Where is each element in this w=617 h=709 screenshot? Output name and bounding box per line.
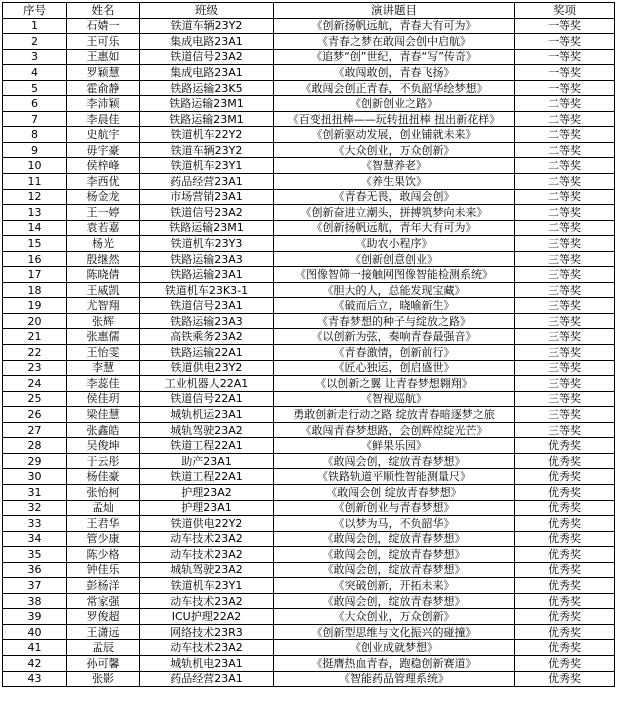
cell-speech-title: 《以创新为弦，奏响青春最强音》 xyxy=(274,329,515,345)
cell-speech-title: 《智视巡航》 xyxy=(274,391,515,407)
cell-award: 二等奖 xyxy=(515,220,615,236)
cell-class: 动车技术23A2 xyxy=(140,531,274,547)
cell-speech-title: 《鲜果乐园》 xyxy=(274,438,515,454)
cell-class: 铁路运输23A3 xyxy=(140,313,274,329)
cell-speech-title: 《敢闯会创，绽放青春梦想》 xyxy=(274,531,515,547)
table-row xyxy=(3,360,615,376)
cell-index: 29 xyxy=(3,453,67,469)
cell-speech-title: 《追梦“创”世纪，青春“写”传奇》 xyxy=(274,49,515,65)
cell-class: ICU护理22A2 xyxy=(140,609,274,625)
cell-index: 33 xyxy=(3,516,67,532)
cell-class: 铁道工程22A1 xyxy=(140,438,274,454)
cell-index: 40 xyxy=(3,624,67,640)
cell-name: 常家强 xyxy=(67,593,140,609)
cell-class: 护理23A2 xyxy=(140,484,274,500)
cell-name: 吴俊坤 xyxy=(67,438,140,454)
cell-award: 三等奖 xyxy=(515,391,615,407)
cell-award: 三等奖 xyxy=(515,345,615,361)
table-row xyxy=(3,49,615,65)
table-row xyxy=(3,96,615,112)
cell-name: 张辉 xyxy=(67,313,140,329)
cell-speech-title: 《以创新之翼 让青春梦想翱翔》 xyxy=(274,376,515,392)
cell-name: 霍俞静 xyxy=(67,80,140,96)
cell-speech-title: 《创新创意创业》 xyxy=(274,251,515,267)
cell-index: 36 xyxy=(3,562,67,578)
cell-class: 药品经营23A1 xyxy=(140,174,274,190)
table-row xyxy=(3,391,615,407)
cell-index: 27 xyxy=(3,422,67,438)
cell-speech-title: 《敢闯会创 绽放青春梦想》 xyxy=(274,484,515,500)
cell-speech-title: 《青春激情，创新前行》 xyxy=(274,345,515,361)
cell-name: 侯佳玥 xyxy=(67,391,140,407)
cell-award: 三等奖 xyxy=(515,298,615,314)
cell-class: 助产23A1 xyxy=(140,453,274,469)
cell-index: 12 xyxy=(3,189,67,205)
cell-name: 殷继然 xyxy=(67,251,140,267)
cell-award: 二等奖 xyxy=(515,205,615,221)
table-row xyxy=(3,655,615,671)
cell-index: 20 xyxy=(3,313,67,329)
cell-speech-title: 《挺膺热血青春，跑稳创新赛道》 xyxy=(274,655,515,671)
cell-award: 二等奖 xyxy=(515,127,615,143)
cell-award: 优秀奖 xyxy=(515,484,615,500)
cell-name: 孟辰 xyxy=(67,640,140,656)
cell-class: 铁道工程22A1 xyxy=(140,469,274,485)
header-award: 奖项 xyxy=(515,3,615,19)
table-row xyxy=(3,562,615,578)
cell-index: 7 xyxy=(3,111,67,127)
cell-class: 动车技术23A2 xyxy=(140,547,274,563)
cell-index: 28 xyxy=(3,438,67,454)
cell-name: 梁佳慧 xyxy=(67,407,140,423)
cell-speech-title: 《以梦为马，不负韶华》 xyxy=(274,516,515,532)
cell-index: 43 xyxy=(3,671,67,687)
cell-name: 管少康 xyxy=(67,531,140,547)
cell-class: 铁道车辆23Y2 xyxy=(140,142,274,158)
cell-speech-title: 《破而后立，晓喻新生》 xyxy=(274,298,515,314)
cell-index: 13 xyxy=(3,205,67,221)
cell-award: 三等奖 xyxy=(515,376,615,392)
cell-name: 李晨佳 xyxy=(67,111,140,127)
cell-class: 网络技术23R3 xyxy=(140,624,274,640)
header-class: 班级 xyxy=(140,3,274,19)
cell-award: 优秀奖 xyxy=(515,453,615,469)
cell-name: 于云彤 xyxy=(67,453,140,469)
cell-speech-title: 《创新驱动发展，创业铺就未来》 xyxy=(274,127,515,143)
cell-class: 铁道机车23Y1 xyxy=(140,158,274,174)
cell-award: 三等奖 xyxy=(515,251,615,267)
cell-award: 三等奖 xyxy=(515,313,615,329)
cell-class: 工业机器人22A1 xyxy=(140,376,274,392)
cell-index: 26 xyxy=(3,407,67,423)
cell-award: 优秀奖 xyxy=(515,593,615,609)
cell-class: 城轨机运23A1 xyxy=(140,407,274,423)
cell-class: 城轨驾驶23A2 xyxy=(140,422,274,438)
cell-award: 一等奖 xyxy=(515,49,615,65)
table-row xyxy=(3,127,615,143)
cell-index: 32 xyxy=(3,500,67,516)
cell-award: 一等奖 xyxy=(515,65,615,81)
cell-award: 二等奖 xyxy=(515,189,615,205)
cell-award: 优秀奖 xyxy=(515,547,615,563)
table-row xyxy=(3,34,615,50)
table-row xyxy=(3,624,615,640)
cell-speech-title: 勇敢创新走行动之路 绽放青春暗逐梦之旅 xyxy=(274,407,515,423)
cell-class: 动车技术23A2 xyxy=(140,640,274,656)
table-row xyxy=(3,267,615,283)
table-row xyxy=(3,376,615,392)
cell-index: 1 xyxy=(3,18,67,34)
header-name: 姓名 xyxy=(67,3,140,19)
cell-speech-title: 《敢闯会创，绽放青春梦想》 xyxy=(274,562,515,578)
cell-class: 铁路运输23A3 xyxy=(140,251,274,267)
table-row xyxy=(3,80,615,96)
cell-name: 罗颖慧 xyxy=(67,65,140,81)
cell-class: 铁道供电23Y2 xyxy=(140,360,274,376)
cell-index: 34 xyxy=(3,531,67,547)
table-row xyxy=(3,531,615,547)
cell-index: 42 xyxy=(3,655,67,671)
cell-index: 37 xyxy=(3,578,67,594)
cell-speech-title: 《智慧养老》 xyxy=(274,158,515,174)
cell-class: 铁道机车23Y3 xyxy=(140,236,274,252)
table-row xyxy=(3,469,615,485)
table-row xyxy=(3,158,615,174)
cell-index: 30 xyxy=(3,469,67,485)
cell-index: 39 xyxy=(3,609,67,625)
cell-index: 17 xyxy=(3,267,67,283)
cell-speech-title: 《铁路轨道平顺性智能测量尺》 xyxy=(274,469,515,485)
cell-class: 铁道机车22Y2 xyxy=(140,127,274,143)
cell-index: 3 xyxy=(3,49,67,65)
awards-table xyxy=(2,2,615,687)
cell-award: 优秀奖 xyxy=(515,500,615,516)
cell-award: 一等奖 xyxy=(515,80,615,96)
cell-index: 9 xyxy=(3,142,67,158)
table-body xyxy=(3,18,615,687)
cell-name: 罗俊超 xyxy=(67,609,140,625)
table-row xyxy=(3,422,615,438)
cell-award: 三等奖 xyxy=(515,360,615,376)
cell-name: 钟佳乐 xyxy=(67,562,140,578)
cell-name: 王威凯 xyxy=(67,282,140,298)
cell-class: 高铁乘务23A2 xyxy=(140,329,274,345)
cell-award: 优秀奖 xyxy=(515,671,615,687)
cell-name: 李蕊佳 xyxy=(67,376,140,392)
table-row xyxy=(3,593,615,609)
cell-name: 张鑫皓 xyxy=(67,422,140,438)
table-row xyxy=(3,484,615,500)
table-row xyxy=(3,174,615,190)
cell-speech-title: 《敢闯会创，绽放青春梦想》 xyxy=(274,453,515,469)
cell-index: 22 xyxy=(3,345,67,361)
cell-award: 三等奖 xyxy=(515,267,615,283)
cell-name: 王可乐 xyxy=(67,34,140,50)
cell-speech-title: 《大众创业，万众创新》 xyxy=(274,609,515,625)
cell-name: 孙可馨 xyxy=(67,655,140,671)
cell-index: 6 xyxy=(3,96,67,112)
table-row xyxy=(3,220,615,236)
cell-index: 14 xyxy=(3,220,67,236)
cell-speech-title: 《胆大的人，总能发现宝藏》 xyxy=(274,282,515,298)
cell-class: 铁路运输22A1 xyxy=(140,345,274,361)
cell-name: 王君华 xyxy=(67,516,140,532)
cell-speech-title: 《敢闯敢创，青春飞扬》 xyxy=(274,65,515,81)
cell-speech-title: 《大众创业，万众创新》 xyxy=(274,142,515,158)
cell-name: 张惠儒 xyxy=(67,329,140,345)
cell-class: 铁路运输23M1 xyxy=(140,96,274,112)
cell-class: 铁道信号23A1 xyxy=(140,298,274,314)
cell-name: 陈晓倩 xyxy=(67,267,140,283)
cell-award: 优秀奖 xyxy=(515,640,615,656)
header-speech-title: 演讲题目 xyxy=(274,3,515,19)
cell-index: 16 xyxy=(3,251,67,267)
cell-award: 优秀奖 xyxy=(515,655,615,671)
cell-name: 李沛颖 xyxy=(67,96,140,112)
cell-index: 31 xyxy=(3,484,67,500)
cell-award: 二等奖 xyxy=(515,96,615,112)
cell-name: 彭杨洋 xyxy=(67,578,140,594)
table-row xyxy=(3,313,615,329)
cell-class: 铁道信号23A2 xyxy=(140,205,274,221)
table-row xyxy=(3,407,615,423)
cell-speech-title: 《创新型思维与文化振兴的碰撞》 xyxy=(274,624,515,640)
cell-award: 优秀奖 xyxy=(515,438,615,454)
cell-award: 优秀奖 xyxy=(515,609,615,625)
cell-index: 19 xyxy=(3,298,67,314)
cell-name: 王潇远 xyxy=(67,624,140,640)
cell-class: 铁路运输23M1 xyxy=(140,111,274,127)
cell-name: 张影 xyxy=(67,671,140,687)
cell-class: 动车技术23A2 xyxy=(140,593,274,609)
cell-award: 二等奖 xyxy=(515,174,615,190)
cell-name: 袁若嘉 xyxy=(67,220,140,236)
cell-class: 铁路运输23A1 xyxy=(140,267,274,283)
table-row xyxy=(3,298,615,314)
cell-index: 24 xyxy=(3,376,67,392)
cell-name: 王怡雯 xyxy=(67,345,140,361)
cell-award: 二等奖 xyxy=(515,111,615,127)
cell-name: 石婧一 xyxy=(67,18,140,34)
cell-class: 城轨驾驶23A2 xyxy=(140,562,274,578)
table-row xyxy=(3,671,615,687)
table-row xyxy=(3,189,615,205)
cell-name: 尤智翔 xyxy=(67,298,140,314)
cell-award: 三等奖 xyxy=(515,236,615,252)
cell-index: 25 xyxy=(3,391,67,407)
cell-index: 8 xyxy=(3,127,67,143)
table-row xyxy=(3,453,615,469)
cell-name: 陈少格 xyxy=(67,547,140,563)
cell-award: 三等奖 xyxy=(515,422,615,438)
cell-speech-title: 《百变扭扭棒——玩转扭扭棒 扭出新花样》 xyxy=(274,111,515,127)
table-row xyxy=(3,609,615,625)
cell-speech-title: 《创新扬帆远航，青春大有可为》 xyxy=(274,18,515,34)
header-index: 序号 xyxy=(3,3,67,19)
cell-award: 二等奖 xyxy=(515,142,615,158)
table-row xyxy=(3,329,615,345)
table-row xyxy=(3,547,615,563)
cell-speech-title: 《匠心独运，创启盛世》 xyxy=(274,360,515,376)
cell-name: 李西优 xyxy=(67,174,140,190)
cell-name: 毋宇豪 xyxy=(67,142,140,158)
cell-index: 38 xyxy=(3,593,67,609)
cell-index: 15 xyxy=(3,236,67,252)
table-row xyxy=(3,205,615,221)
table-row xyxy=(3,111,615,127)
cell-speech-title: 《敢闯青春梦想路，会创辉煌绽光芒》 xyxy=(274,422,515,438)
cell-speech-title: 《创新创业之路》 xyxy=(274,96,515,112)
cell-speech-title: 《敢闯会创正青春，不负韶华绘梦想》 xyxy=(274,80,515,96)
cell-speech-title: 《养生果饮》 xyxy=(274,174,515,190)
cell-class: 铁路运输23K5 xyxy=(140,80,274,96)
cell-speech-title: 《助农小程序》 xyxy=(274,236,515,252)
cell-speech-title: 《青春之梦在敢闯会创中启航》 xyxy=(274,34,515,50)
cell-name: 杨金龙 xyxy=(67,189,140,205)
cell-award: 优秀奖 xyxy=(515,562,615,578)
cell-award: 三等奖 xyxy=(515,329,615,345)
cell-name: 杨佳豪 xyxy=(67,469,140,485)
cell-index: 5 xyxy=(3,80,67,96)
cell-award: 三等奖 xyxy=(515,407,615,423)
cell-class: 铁道信号23A2 xyxy=(140,49,274,65)
cell-award: 优秀奖 xyxy=(515,578,615,594)
cell-index: 2 xyxy=(3,34,67,50)
cell-award: 优秀奖 xyxy=(515,469,615,485)
table-row xyxy=(3,640,615,656)
cell-award: 一等奖 xyxy=(515,18,615,34)
cell-name: 张怡柯 xyxy=(67,484,140,500)
cell-index: 21 xyxy=(3,329,67,345)
table-row xyxy=(3,578,615,594)
cell-award: 三等奖 xyxy=(515,282,615,298)
table-row xyxy=(3,251,615,267)
cell-speech-title: 《智能药品管理系统》 xyxy=(274,671,515,687)
cell-index: 35 xyxy=(3,547,67,563)
cell-class: 护理23A1 xyxy=(140,500,274,516)
table-row xyxy=(3,65,615,81)
cell-speech-title: 《突破创新，开拓未来》 xyxy=(274,578,515,594)
cell-index: 41 xyxy=(3,640,67,656)
cell-class: 铁道机车23K3-1 xyxy=(140,282,274,298)
cell-speech-title: 《敢闯会创，绽放青春梦想》 xyxy=(274,593,515,609)
cell-class: 市场营销23A1 xyxy=(140,189,274,205)
cell-name: 史航宇 xyxy=(67,127,140,143)
cell-award: 优秀奖 xyxy=(515,516,615,532)
cell-class: 铁道供电22Y2 xyxy=(140,516,274,532)
cell-name: 侯梓峰 xyxy=(67,158,140,174)
cell-speech-title: 《图像智筛一接触网图像智能检测系统》 xyxy=(274,267,515,283)
table-row xyxy=(3,18,615,34)
cell-speech-title: 《青春梦想的种子与绽放之路》 xyxy=(274,313,515,329)
cell-speech-title: 《创新奋进立潮头，拼搏筑梦向未来》 xyxy=(274,205,515,221)
cell-class: 铁道机车23Y1 xyxy=(140,578,274,594)
cell-name: 孟灿 xyxy=(67,500,140,516)
header-row xyxy=(3,3,615,19)
table-row xyxy=(3,236,615,252)
cell-index: 4 xyxy=(3,65,67,81)
cell-class: 铁路运输23M1 xyxy=(140,220,274,236)
cell-award: 一等奖 xyxy=(515,34,615,50)
cell-index: 18 xyxy=(3,282,67,298)
cell-index: 11 xyxy=(3,174,67,190)
table-row xyxy=(3,500,615,516)
cell-name: 王惠如 xyxy=(67,49,140,65)
cell-index: 23 xyxy=(3,360,67,376)
cell-award: 二等奖 xyxy=(515,158,615,174)
cell-speech-title: 《创业成就梦想》 xyxy=(274,640,515,656)
cell-class: 铁道信号22A1 xyxy=(140,391,274,407)
cell-speech-title: 《青春无畏，敢闯会创》 xyxy=(274,189,515,205)
cell-index: 10 xyxy=(3,158,67,174)
cell-class: 城轨机电23A1 xyxy=(140,655,274,671)
cell-name: 杨光 xyxy=(67,236,140,252)
cell-class: 药品经营23A1 xyxy=(140,671,274,687)
table-row xyxy=(3,142,615,158)
table-row xyxy=(3,516,615,532)
cell-award: 优秀奖 xyxy=(515,531,615,547)
cell-name: 王一婷 xyxy=(67,205,140,221)
cell-class: 铁道车辆23Y2 xyxy=(140,18,274,34)
cell-class: 集成电路23A1 xyxy=(140,34,274,50)
cell-name: 李慧 xyxy=(67,360,140,376)
cell-speech-title: 《创新创业与青春梦想》 xyxy=(274,500,515,516)
cell-speech-title: 《敢闯会创，绽放青春梦想》 xyxy=(274,547,515,563)
table-row xyxy=(3,345,615,361)
cell-award: 优秀奖 xyxy=(515,624,615,640)
table-row xyxy=(3,438,615,454)
table-row xyxy=(3,282,615,298)
cell-class: 集成电路23A1 xyxy=(140,65,274,81)
cell-speech-title: 《创新扬帆远航，青年大有可为》 xyxy=(274,220,515,236)
